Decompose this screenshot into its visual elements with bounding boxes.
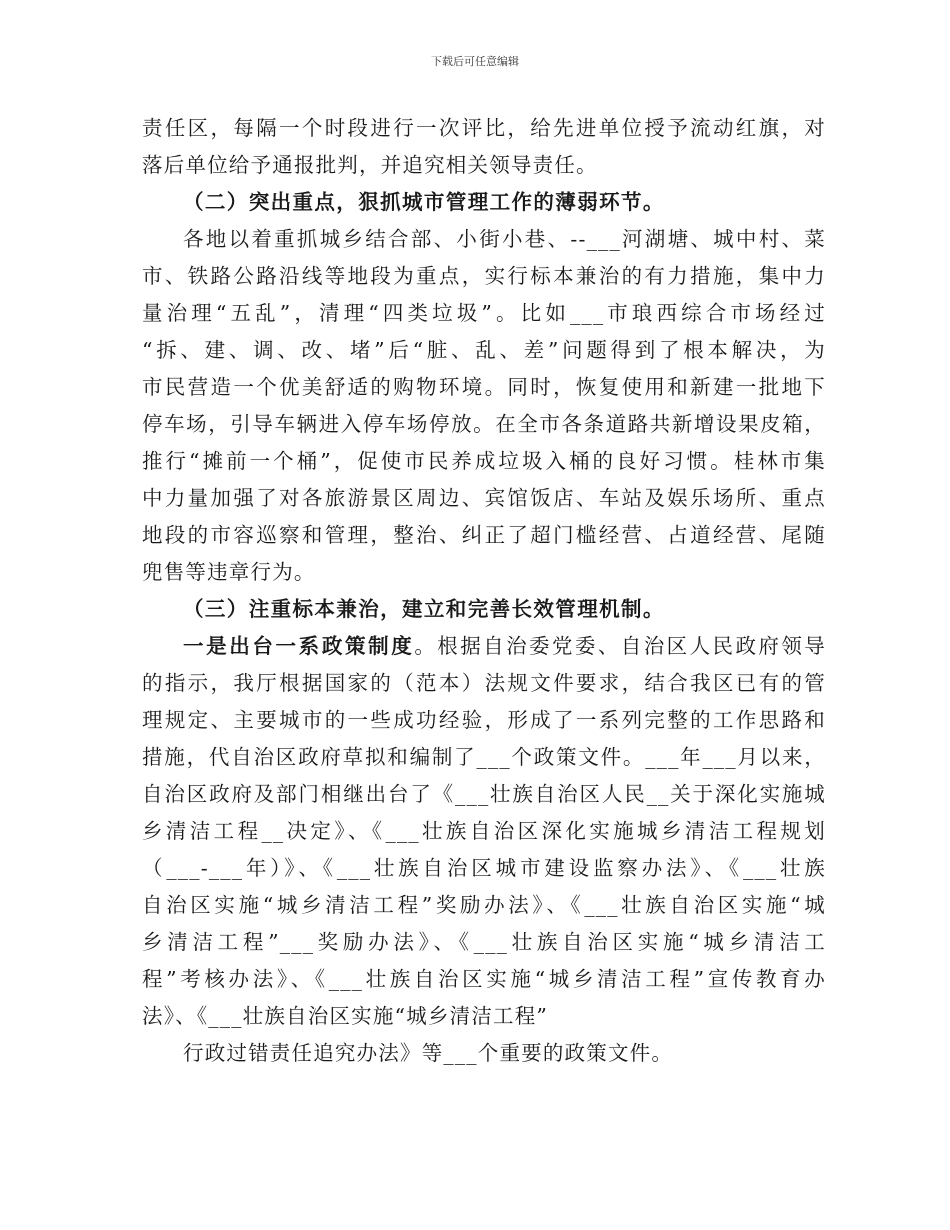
text-line: 自治区实施“城乡清洁工程”奖励办法》、《___壮族自治区实施“城 (142, 893, 826, 917)
text-line: 地段的市容巡察和管理，整治、纠正了超门槛经营、占道经营、尾随 (142, 523, 826, 547)
text-line: 法》、《___壮族自治区实施“城乡清洁工程” (142, 1004, 549, 1028)
text-line: 自治区政府及部门相继出台了《___壮族自治区人民__关于深化实施城 (142, 782, 826, 806)
text-line: 的指示，我厅根据国家的（范本）法规文件要求，结合我区已有的管 (142, 671, 826, 695)
text-line: 市民营造一个优美舒适的购物环境。同时，恢复使用和新建一批地下 (142, 375, 826, 399)
text-line: 停车场，引导车辆进入停车场停放。在全市各条道路共新增设果皮箱， (142, 412, 826, 436)
paragraph-lead: 一是出台一系政策制度 (183, 634, 415, 658)
text-line: “拆、建、调、改、堵”后“脏、乱、差”问题得到了根本解决，为 (142, 338, 826, 362)
text-line: 落后单位给予通报批判，并追究相关领导责任。 (142, 153, 598, 177)
text-line: （___-___年）》、《___壮族自治区城市建设监察办法》、《___壮族 (142, 856, 826, 880)
page-header-note: 下载后可任意编辑 (431, 55, 519, 68)
text-line: 市、铁路公路沿线等地段为重点，实行标本兼治的有力措施，集中力 (142, 264, 826, 288)
text-line: 乡清洁工程__决定》、《___壮族自治区深化实施城乡清洁工程规划 (142, 819, 826, 843)
text-line: 行政过错责任追究办法》等___个重要的政策文件。 (183, 1041, 674, 1065)
paragraph-lead-rest: 。根据自治委党委、自治区人民政府领导 (414, 634, 826, 658)
text-line: 措施，代自治区政府草拟和编制了___个政策文件。___年___月以来， (142, 745, 826, 769)
text-line: 乡清洁工程”___奖励办法》、《___壮族自治区实施“城乡清洁工 (142, 930, 826, 954)
text-line: 推行“摊前一个桶”，促使市民养成垃圾入桶的良好习惯。桂林市集 (142, 449, 826, 473)
text-line: 兜售等违章行为。 (142, 560, 316, 584)
section-heading: （二）突出重点，狠抓城市管理工作的薄弱环节。 (183, 190, 665, 214)
text-line: 程”考核办法》、《___壮族自治区实施“城乡清洁工程”宣传教育办 (142, 967, 826, 991)
text-line: 量治理“五乱”，清理“四类垃圾”。比如___市琅西综合市场经过 (142, 301, 826, 325)
document-body (142, 110, 826, 1072)
text-line: 责任区，每隔一个时段进行一次评比，给先进单位授予流动红旗，对 (142, 116, 826, 140)
section-heading: （三）注重标本兼治，建立和完善长效管理机制。 (183, 597, 665, 621)
text-line: 各地以着重抓城乡结合部、小街小巷、--___河湖塘、城中村、菜 (183, 227, 826, 251)
text-line: 理规定、主要城市的一些成功经验，形成了一系列完整的工作思路和 (142, 708, 826, 732)
text-line: 中力量加强了对各旅游景区周边、宾馆饭店、车站及娱乐场所、重点 (142, 486, 826, 510)
text-line (142, 628, 826, 665)
